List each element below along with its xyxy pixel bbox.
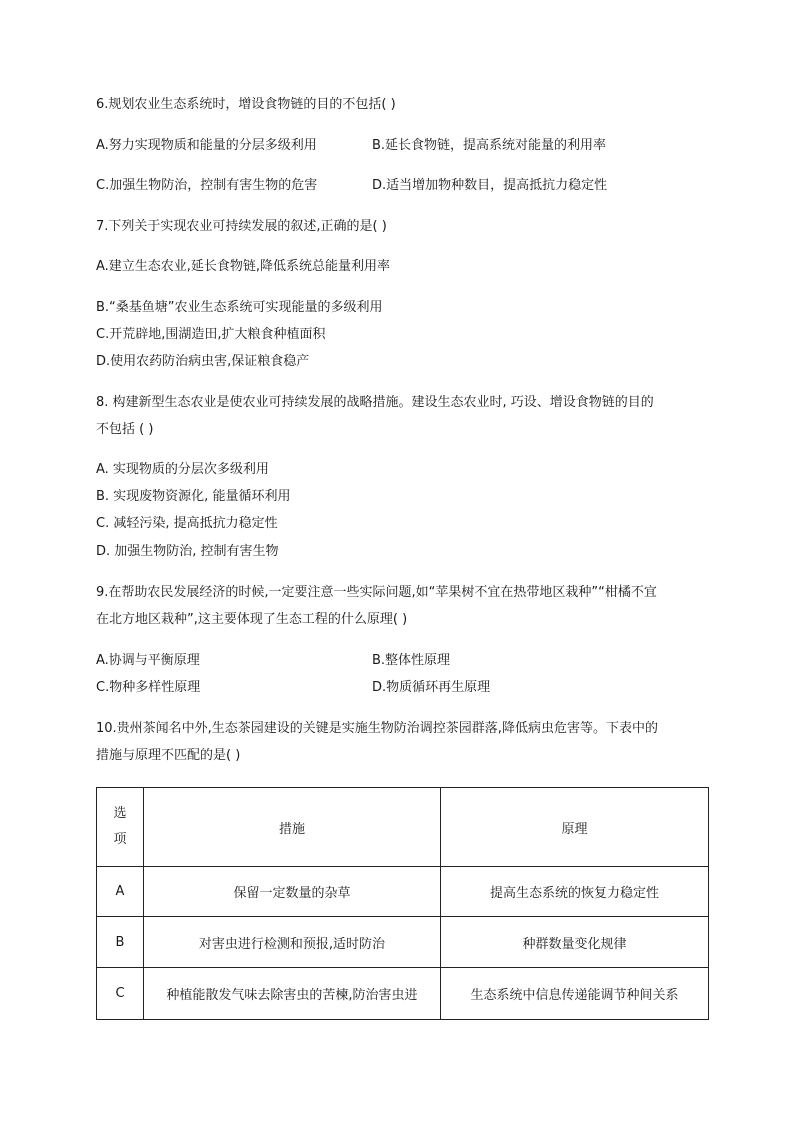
table-header-measure: 措施	[144, 788, 441, 867]
table-header-row	[97, 788, 709, 867]
table-header-principle: 原理	[441, 788, 709, 867]
question-10-stem-line1: 10.贵州茶闻名中外,生态茶园建设的关键是实施生物防治调控茶园群落,降低病虫危害等。下表中的	[96, 721, 658, 736]
question-9-option-b: B.整体性原理	[372, 653, 451, 668]
table-header-option-line1: 选	[113, 806, 127, 821]
table-cell-principle: 种群数量变化规律	[441, 917, 709, 968]
question-9-stem-line2: 在北方地区栽种”,这主要体现了生态工程的什么原理( )	[96, 612, 408, 627]
question-7-option-c: C.开荒辟地,围湖造田,扩大粮食种植面积	[96, 327, 326, 342]
question-6-stem: 6.规划农业生态系统时，增设食物链的目的不包括( )	[96, 97, 396, 112]
table-header-option	[97, 788, 144, 867]
question-7-option-d: D.使用农药防治病虫害,保证粮食稳产	[96, 354, 310, 369]
table-cell-principle: 提高生态系统的恢复力稳定性	[441, 867, 709, 917]
table-cell-principle: 生态系统中信息传递能调节种间关系	[441, 968, 709, 1020]
table-cell-measure: 对害虫进行检测和预报,适时防治	[144, 917, 441, 968]
question-6-option-d: D.适当增加物种数目，提高抵抗力稳定性	[372, 178, 608, 193]
table-cell-measure: 种植能散发气味去除害虫的苦楝,防治害虫进	[144, 968, 441, 1020]
question-8-option-d: D. 加强生物防治, 控制有害生物	[96, 544, 279, 559]
question-6-option-b: B.延长食物链，提高系统对能量的利用率	[372, 138, 607, 153]
table-row	[97, 867, 709, 917]
question-8-option-b: B. 实现废物资源化, 能量循环利用	[96, 489, 291, 504]
table-row	[97, 917, 709, 968]
question-10-table	[96, 787, 709, 1020]
table-row	[97, 968, 709, 1020]
question-9-option-d: D.物质循环再生原理	[372, 680, 491, 695]
table-header-option-line2: 项	[113, 832, 127, 847]
question-9-stem-line1: 9.在帮助农民发展经济的时候,一定要注意一些实际问题,如“苹果树不宜在热带地区栽种”“柑橘不宜	[96, 585, 657, 600]
question-7-option-b: B.“桑基鱼塘”农业生态系统可实现能量的多级利用	[96, 300, 383, 315]
question-8-option-c: C. 减轻污染, 提高抵抗力稳定性	[96, 516, 278, 531]
question-6-option-a: A.努力实现物质和能量的分层多级利用	[96, 138, 317, 153]
question-10-stem-line2: 措施与原理不匹配的是( )	[96, 748, 241, 763]
question-8-stem-line2: 不包括 ( )	[96, 422, 154, 437]
question-9-option-a: A.协调与平衡原理	[96, 653, 200, 668]
question-7-option-a: A.建立生态农业,延长食物链,降低系统总能量利用率	[96, 259, 391, 274]
question-9-option-c: C.物种多样性原理	[96, 680, 201, 695]
table-cell-option: C	[97, 968, 144, 1020]
question-8-stem-line1: 8. 构建新型生态农业是使农业可持续发展的战略措施。建设生态农业时, 巧设、增设食物链的目的	[96, 395, 654, 410]
question-6-option-c: C.加强生物防治，控制有害生物的危害	[96, 178, 318, 193]
question-7-stem: 7.下列关于实现农业可持续发展的叙述,正确的是( )	[96, 219, 387, 234]
table-cell-measure: 保留一定数量的杂草	[144, 867, 441, 917]
table-cell-option: B	[97, 917, 144, 968]
question-8-option-a: A. 实现物质的分层次多级利用	[96, 462, 269, 477]
table-cell-option: A	[97, 867, 144, 917]
